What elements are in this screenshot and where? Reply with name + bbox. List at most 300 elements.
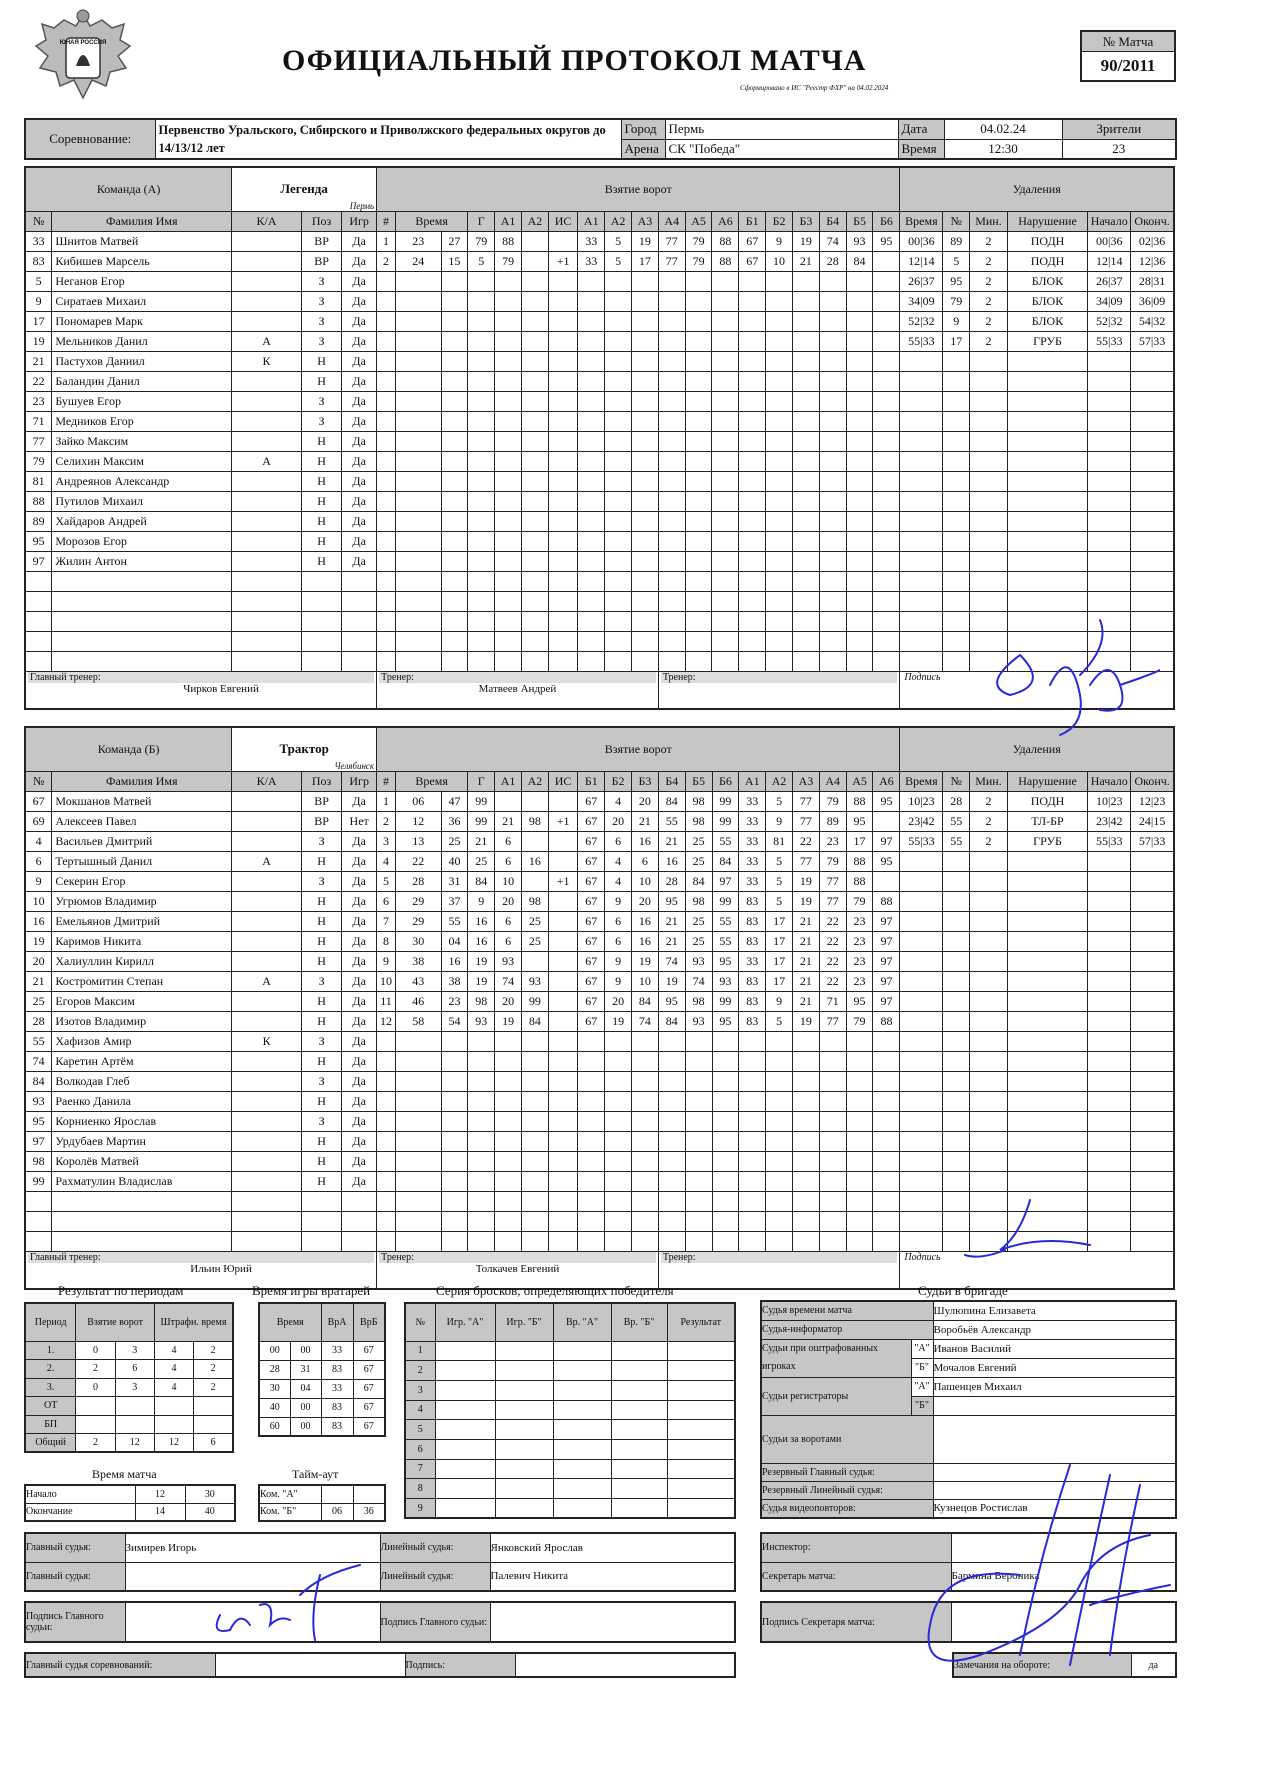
pen-min: 23	[908, 813, 921, 828]
penalty-b-value: Мочалов Евгений	[933, 1358, 1176, 1377]
goal-on-ice: 16	[632, 831, 659, 851]
signature-label: Подпись	[904, 671, 941, 683]
player-captain	[232, 531, 302, 551]
date-label: Дата	[898, 119, 944, 139]
h-plus-3: Б4	[658, 771, 685, 791]
goal-on-ice: 79	[685, 231, 712, 251]
goal-on-ice: 9	[605, 891, 632, 911]
h-minus-5: А6	[873, 771, 900, 791]
goal-on-ice: 83	[739, 931, 766, 951]
table-row	[25, 1415, 233, 1434]
pen-minutes: 2	[970, 291, 1008, 311]
player-number: 5	[25, 271, 52, 291]
h-period-pim: Штрафн. время	[154, 1303, 233, 1341]
player-played: Да	[342, 551, 377, 571]
table-row	[25, 531, 1174, 551]
shootout-num: 8	[405, 1479, 435, 1499]
player-captain	[232, 891, 302, 911]
player-played: Нет	[342, 811, 377, 831]
h-minus-3: А4	[819, 771, 846, 791]
goal-min: 23	[395, 231, 441, 251]
goal-situation	[548, 791, 578, 811]
goal-on-ice: 99	[712, 991, 739, 1011]
player-captain	[232, 831, 302, 851]
player-number: 4	[25, 831, 52, 851]
pen-min: 55	[908, 833, 921, 848]
player-captain	[232, 951, 302, 971]
goal-on-ice: 67	[578, 891, 605, 911]
player-position: Н	[301, 511, 341, 531]
goalie-cell: 00	[290, 1398, 321, 1417]
player-played: Да	[342, 991, 377, 1011]
pen-min: 34	[908, 293, 921, 308]
pen-start: 34|09	[1088, 291, 1131, 311]
match-number-label: № Матча	[1082, 32, 1174, 52]
goal-on-ice: 17	[846, 831, 873, 851]
h-so-res: Результат	[667, 1303, 735, 1341]
player-position: Н	[301, 351, 341, 371]
goal-on-ice: 74	[658, 951, 685, 971]
pen-sec: 33	[922, 333, 935, 348]
player-position: Н	[301, 1091, 341, 1111]
table-row	[25, 831, 1174, 851]
coach2-cell	[658, 671, 900, 709]
goal-number: 8	[377, 931, 396, 951]
h-assist1: А1	[495, 771, 522, 791]
team-name-cell	[232, 167, 377, 211]
goal-sec: 54	[441, 1011, 468, 1031]
player-captain	[232, 1151, 302, 1171]
player-captain	[232, 991, 302, 1011]
player-played: Да	[342, 871, 377, 891]
goal-on-ice: 6	[605, 831, 632, 851]
date-value: 04.02.24	[944, 119, 1062, 139]
h-pos: Поз	[301, 771, 341, 791]
player-position: Н	[301, 551, 341, 571]
player-name: Неганов Егор	[52, 271, 232, 291]
player-captain	[232, 431, 302, 451]
player-played: Да	[342, 271, 377, 291]
h-pen-time: Время	[900, 771, 943, 791]
pen-end-min: 57	[1138, 833, 1151, 848]
pen-infraction: ТЛ-БР	[1007, 811, 1088, 831]
goal-on-ice: 77	[819, 1011, 846, 1031]
reg-b-tag: "Б"	[911, 1396, 933, 1415]
goalie-cell: 83	[321, 1417, 353, 1436]
pen-end-sec: 15	[1153, 813, 1166, 828]
goal-on-ice: 23	[846, 911, 873, 931]
goal-situation	[548, 1011, 578, 1031]
player-played: Да	[342, 511, 377, 531]
period-cell: 0	[76, 1378, 115, 1397]
table-row	[25, 251, 1174, 271]
pen-end: 28|31	[1131, 271, 1174, 291]
goal-on-ice: 77	[819, 891, 846, 911]
goal-on-ice: 5	[766, 851, 793, 871]
table-row	[405, 1341, 735, 1361]
player-captain	[232, 371, 302, 391]
player-number: 21	[25, 351, 52, 371]
goal-number: 4	[377, 851, 396, 871]
player-number: 74	[25, 1051, 52, 1071]
goal-on-ice: 88	[873, 891, 900, 911]
pen-start: 52|32	[1088, 311, 1131, 331]
player-name: Пастухов Даниил	[52, 351, 232, 371]
officials-title: Судьи в бригаде	[918, 1283, 1008, 1298]
player-played: Да	[342, 431, 377, 451]
goal-on-ice: 77	[792, 811, 819, 831]
reg-a-tag: "А"	[911, 1377, 933, 1396]
h-name: Фамилия Имя	[52, 211, 232, 231]
match-time-title: Время матча	[92, 1467, 157, 1481]
goalie-cell: 00	[290, 1417, 321, 1436]
player-captain	[232, 1111, 302, 1131]
pen-start-min: 12	[1096, 253, 1109, 268]
goal-on-ice: 28	[658, 871, 685, 891]
goal-on-ice: 21	[658, 831, 685, 851]
goal-min: 29	[395, 891, 441, 911]
goal-on-ice: 74	[632, 1011, 659, 1031]
player-position: З	[301, 871, 341, 891]
player-position: Н	[301, 1171, 341, 1191]
period-cell: 0	[76, 1341, 115, 1360]
team-label: Команда (А)	[25, 167, 232, 211]
goal-assist2	[522, 951, 549, 971]
coach-label: Тренер:	[379, 1252, 656, 1263]
goal-on-ice: 88	[846, 791, 873, 811]
table-row	[25, 1011, 1174, 1031]
goals-header: Взятие ворот	[377, 727, 900, 771]
player-captain	[232, 471, 302, 491]
goal-number: 2	[377, 251, 396, 271]
player-played: Да	[342, 1151, 377, 1171]
team-b-signature	[960, 1195, 1100, 1265]
h-plus-2: А3	[632, 211, 659, 231]
inspector-label: Инспектор:	[761, 1533, 951, 1562]
player-position: Н	[301, 1131, 341, 1151]
pen-end-min: 12	[1138, 793, 1151, 808]
h-plus-2: Б3	[632, 771, 659, 791]
pen-start-min: 55	[1096, 833, 1109, 848]
player-number: 84	[25, 1071, 52, 1091]
h-minus-2: Б3	[792, 211, 819, 231]
player-position: Н	[301, 991, 341, 1011]
player-position: З	[301, 1071, 341, 1091]
table-row	[25, 971, 1174, 991]
start-m: 30	[185, 1485, 235, 1503]
player-name: Корниенко Ярослав	[52, 1111, 232, 1131]
goal-situation	[548, 891, 578, 911]
pen-sec: 32	[922, 313, 935, 328]
secretary-signature	[920, 1455, 1180, 1685]
goal-on-ice: 19	[632, 231, 659, 251]
goal-on-ice: 5	[605, 251, 632, 271]
goal-on-ice: 21	[792, 991, 819, 1011]
periods-table	[24, 1302, 234, 1453]
h-plus-5: А6	[712, 211, 739, 231]
pen-infraction: БЛОК	[1007, 311, 1088, 331]
table-row	[25, 311, 1174, 331]
video-judge-value: Кузнецов Ростислав	[933, 1499, 1176, 1518]
h-minus-2: А3	[792, 771, 819, 791]
player-name: Рахматулин Владислав	[52, 1171, 232, 1191]
player-position: ВР	[301, 791, 341, 811]
player-number: 89	[25, 511, 52, 531]
player-number: 97	[25, 551, 52, 571]
goal-on-ice: 10	[766, 251, 793, 271]
pen-sec: 36	[922, 233, 935, 248]
h-pos: Поз	[301, 211, 341, 231]
pen-time: 12|14	[900, 251, 943, 271]
goal-on-ice: 5	[766, 1011, 793, 1031]
pen-minutes: 2	[970, 271, 1008, 291]
h-name: Фамилия Имя	[52, 771, 232, 791]
goal-on-ice: 95	[873, 231, 900, 251]
goal-scorer: 99	[468, 811, 495, 831]
h-num: №	[25, 771, 52, 791]
goal-on-ice: 79	[819, 851, 846, 871]
goal-min: 28	[395, 871, 441, 891]
player-played: Да	[342, 371, 377, 391]
player-captain	[232, 1091, 302, 1111]
goal-on-ice: 9	[605, 951, 632, 971]
goal-on-ice: 19	[658, 971, 685, 991]
h-minus-0: Б1	[739, 211, 766, 231]
reserve-main-label: Резервный Главный судья:	[761, 1463, 933, 1481]
player-number: 79	[25, 451, 52, 471]
goal-assist2	[522, 831, 549, 851]
main-ref-sign-table	[24, 1601, 736, 1643]
pen-start-sec: 36	[1110, 233, 1123, 248]
goal-on-ice: 77	[819, 871, 846, 891]
table-row	[25, 851, 1174, 871]
goal-number: 9	[377, 951, 396, 971]
goal-on-ice: 97	[873, 831, 900, 851]
player-played: Да	[342, 451, 377, 471]
match-time-table	[24, 1484, 236, 1522]
goalie-cell: 67	[353, 1341, 385, 1360]
goal-on-ice: 21	[658, 931, 685, 951]
referees-table	[24, 1532, 736, 1592]
shootout-num: 1	[405, 1341, 435, 1361]
goal-assist2	[522, 251, 549, 271]
goal-on-ice: 20	[632, 791, 659, 811]
secretary-value: Бармина Вероника	[951, 1562, 1176, 1591]
team-a-signature	[960, 615, 1160, 745]
player-position: ВР	[301, 251, 341, 271]
goal-scorer: 93	[468, 1011, 495, 1031]
player-position: Н	[301, 911, 341, 931]
player-position: Н	[301, 531, 341, 551]
goal-on-ice: 79	[819, 791, 846, 811]
pen-player: 89	[943, 231, 970, 251]
table-row	[259, 1341, 385, 1360]
player-played: Да	[342, 531, 377, 551]
player-captain	[232, 931, 302, 951]
h-period-goals: Взятие ворот	[76, 1303, 155, 1341]
start-h: 12	[135, 1485, 185, 1503]
timekeeper-label: Судья времени матча	[761, 1301, 933, 1320]
timeout-b-label: Ком. "Б"	[259, 1503, 321, 1521]
goal-number: 12	[377, 1011, 396, 1031]
comp-judge-sign-label: Подпись:	[405, 1653, 515, 1677]
goal-on-ice: 21	[792, 951, 819, 971]
shootout-num: 7	[405, 1459, 435, 1479]
table-row	[25, 1378, 233, 1397]
period-cell: 4	[154, 1341, 193, 1360]
goal-sec: 27	[441, 231, 468, 251]
player-captain	[232, 391, 302, 411]
pen-sec: 37	[922, 273, 935, 288]
player-name: Васильев Дмитрий	[52, 831, 232, 851]
goal-on-ice: 67	[739, 231, 766, 251]
goal-situation: +1	[548, 811, 578, 831]
table-row	[405, 1400, 735, 1420]
player-number: 10	[25, 891, 52, 911]
goalie-cell: 33	[321, 1379, 353, 1398]
player-name: Кибишев Марсель	[52, 251, 232, 271]
player-captain	[232, 231, 302, 251]
coach2-label: Тренер:	[661, 672, 898, 683]
period-cell: 1.	[25, 1341, 76, 1360]
player-name: Бушуев Егор	[52, 391, 232, 411]
goal-on-ice: 95	[873, 791, 900, 811]
h-ka: К/А	[232, 771, 302, 791]
goal-situation	[548, 231, 578, 251]
goal-on-ice: 23	[819, 831, 846, 851]
goal-on-ice: 84	[658, 1011, 685, 1031]
pen-infraction: БЛОК	[1007, 271, 1088, 291]
player-position: Н	[301, 1151, 341, 1171]
h-plus-4: А5	[685, 211, 712, 231]
head-coach-label: Главный тренер:	[28, 1252, 374, 1263]
pen-time: 52|32	[900, 311, 943, 331]
shootout-title: Серия бросков, определяющих победителя	[436, 1283, 674, 1298]
goal-sec: 23	[441, 991, 468, 1011]
player-name: Королёв Матвей	[52, 1151, 232, 1171]
table-row	[25, 1131, 1174, 1151]
pen-start: 00|36	[1088, 231, 1131, 251]
goalies-table	[258, 1302, 386, 1437]
player-name: Баландин Данил	[52, 371, 232, 391]
goal-on-ice: 19	[792, 1011, 819, 1031]
goal-situation	[548, 831, 578, 851]
player-captain	[232, 291, 302, 311]
coach-label: Тренер:	[379, 672, 656, 683]
goal-assist1: 6	[495, 831, 522, 851]
goal-on-ice: 99	[712, 811, 739, 831]
goal-situation	[548, 991, 578, 1011]
player-name: Андреянов Александр	[52, 471, 232, 491]
pen-infraction: ГРУБ	[1007, 331, 1088, 351]
player-name: Угрюмов Владимир	[52, 891, 232, 911]
player-played: Да	[342, 1171, 377, 1191]
player-number: 23	[25, 391, 52, 411]
player-played: Да	[342, 251, 377, 271]
goal-on-ice: 83	[739, 1011, 766, 1031]
goal-on-ice: 95	[873, 851, 900, 871]
goal-on-ice: 55	[658, 811, 685, 831]
table-row	[25, 1091, 1174, 1111]
goal-on-ice: 33	[739, 951, 766, 971]
player-position: Н	[301, 371, 341, 391]
goal-assist1: 88	[495, 231, 522, 251]
pen-minutes: 2	[970, 311, 1008, 331]
penalty-b-tag: "Б"	[911, 1358, 933, 1377]
comp-judge-label: Главный судья соревнований:	[25, 1653, 215, 1677]
goal-on-ice: 21	[792, 911, 819, 931]
player-played: Да	[342, 931, 377, 951]
goal-min: 29	[395, 911, 441, 931]
h-is: ИС	[548, 771, 578, 791]
player-number: 95	[25, 531, 52, 551]
goal-on-ice: 95	[712, 951, 739, 971]
player-number: 81	[25, 471, 52, 491]
goal-on-ice: 98	[685, 791, 712, 811]
goal-on-ice: 67	[578, 1011, 605, 1031]
goal-on-ice: 81	[766, 831, 793, 851]
goal-on-ice: 95	[846, 811, 873, 831]
table-row	[25, 931, 1174, 951]
player-name: Мельников Данил	[52, 331, 232, 351]
player-played: Да	[342, 1011, 377, 1031]
pen-time: 55|33	[900, 831, 943, 851]
goal-on-ice: 97	[873, 951, 900, 971]
goalie-cell: 60	[259, 1417, 290, 1436]
end-label: Окончание	[25, 1503, 135, 1521]
goal-judges-label: Судьи за воротами	[761, 1415, 933, 1463]
goal-on-ice: 19	[605, 1011, 632, 1031]
goal-sec: 55	[441, 911, 468, 931]
pen-start-sec: 42	[1110, 813, 1123, 828]
player-number: 69	[25, 811, 52, 831]
player-captain: А	[232, 851, 302, 871]
main-ref-label-2: Главный судья:	[25, 1562, 125, 1591]
player-captain	[232, 1071, 302, 1091]
goal-on-ice	[873, 871, 900, 891]
player-position: Н	[301, 891, 341, 911]
goal-on-ice: 16	[632, 931, 659, 951]
player-position: Н	[301, 851, 341, 871]
pen-end-min: 12	[1138, 253, 1151, 268]
notes-value: да	[1131, 1653, 1176, 1677]
goal-on-ice: 67	[578, 991, 605, 1011]
head-coach-cell	[25, 671, 377, 709]
table-row	[25, 1151, 1174, 1171]
pen-infraction: БЛОК	[1007, 291, 1088, 311]
h-goal-time: Время	[395, 211, 467, 231]
player-name: Урдубаев Мартин	[52, 1131, 232, 1151]
goal-assist2: 99	[522, 991, 549, 1011]
player-number: 88	[25, 491, 52, 511]
player-played: Да	[342, 1051, 377, 1071]
pen-time: 55|33	[900, 331, 943, 351]
table-row	[25, 871, 1174, 891]
goal-assist1: 20	[495, 891, 522, 911]
player-played: Да	[342, 1031, 377, 1051]
player-captain	[232, 411, 302, 431]
goal-scorer: 84	[468, 871, 495, 891]
time-label: Время	[898, 139, 944, 159]
player-name: Мокшанов Матвей	[52, 791, 232, 811]
pen-end-min: 36	[1138, 293, 1151, 308]
pen-start: 55|33	[1088, 331, 1131, 351]
table-row	[25, 291, 1174, 311]
shootout-num: 6	[405, 1439, 435, 1459]
pen-min: 52	[908, 313, 921, 328]
pen-time: 00|36	[900, 231, 943, 251]
player-name: Каримов Никита	[52, 931, 232, 951]
